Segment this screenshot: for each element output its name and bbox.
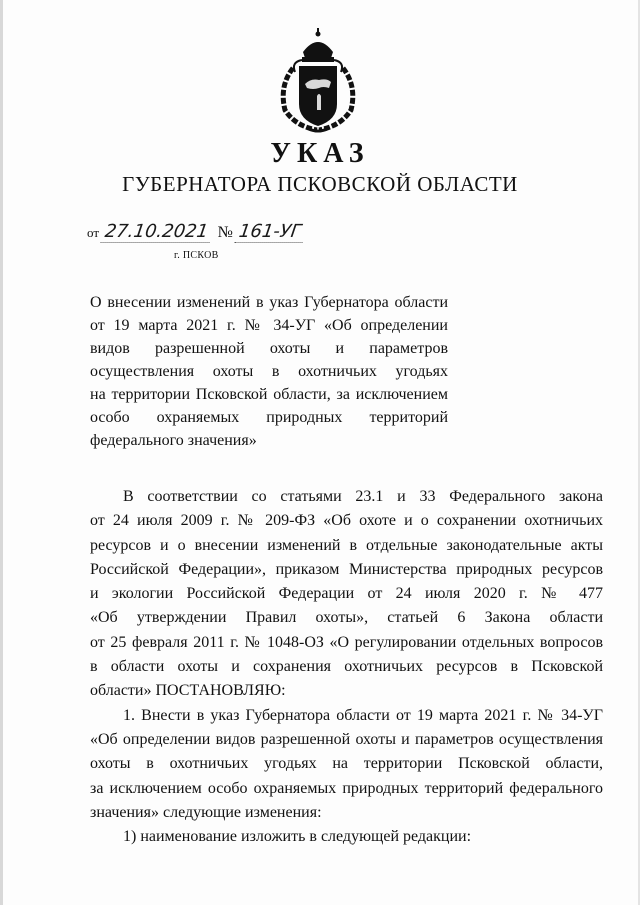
- body-line: «Об утверждении Правил охоты», статьей 6 Закона области: [90, 609, 603, 627]
- body-line: 1. Внести в указ Губернатора области от 19 марта 2021 г. № 34-УГ: [123, 706, 603, 724]
- body-line: ресурсов и о внесении изменений в отдельные законодательные акты: [90, 536, 603, 554]
- number-value: 161-УГ: [235, 221, 306, 243]
- document-heading: [90, 291, 448, 452]
- body-line: области» ПОСТАНОВЛЯЮ:: [90, 682, 286, 700]
- date-number-line: [87, 221, 304, 243]
- document-subtitle: ГУБЕРНАТОРА ПСКОВСКОЙ ОБЛАСТИ: [122, 172, 518, 196]
- body-line: за исключением особо охраняемых природных территорий федерального: [90, 779, 603, 797]
- heading-line: видов разрешенной охоты и параметров: [90, 340, 448, 357]
- body-line: «Об определении видов разрешенной охоты и параметров осуществления: [90, 730, 603, 748]
- heading-line: особо охраняемых природных территорий: [90, 409, 448, 426]
- date-value: 27.10.2021: [101, 221, 213, 243]
- body-line: Российской Федерации», приказом Министерства природных ресурсов: [90, 560, 603, 578]
- document-body: [90, 485, 603, 849]
- number-label: №: [217, 224, 233, 241]
- body-line: от 25 февраля 2011 г. № 1048-ОЗ «О регулировании отдельных вопросов: [90, 633, 603, 651]
- body-line: 1) наименование изложить в следующей редакции:: [123, 828, 472, 846]
- city-label: г. ПСКОВ: [174, 250, 219, 261]
- scan-edge-left: [0, 0, 3, 905]
- body-line: и экологии Российской Федерации от 24 июля 2020 г. № 477: [90, 585, 603, 603]
- body-line: В соответствии со статьями 23.1 и 33 Федерального закона: [123, 488, 603, 505]
- body-line: значения» следующие изменения:: [90, 803, 322, 821]
- document-title: УКАЗ: [270, 138, 370, 169]
- pskov-coat-of-arms-icon: [273, 26, 363, 136]
- body-line: от 24 июля 2009 г. № 209-ФЗ «Об охоте и о сохранении охотничьих: [90, 512, 603, 530]
- heading-line: осуществления охоты в охотничьих угодьях: [90, 363, 448, 380]
- heading-line: федерального значения»: [90, 432, 257, 449]
- body-line: охоты в охотничьих угодьях на территории Псковской области,: [90, 755, 603, 773]
- body-line: в области охоты и сохранения охотничьих ресурсов в Псковской: [90, 658, 603, 676]
- heading-line: О внесении изменений в указ Губернатора области: [90, 294, 448, 311]
- date-prefix: от: [87, 225, 100, 240]
- heading-line: на территории Псковской области, за исключением: [90, 386, 448, 403]
- heading-line: от 19 марта 2021 г. № 34-УГ «Об определении: [90, 317, 448, 334]
